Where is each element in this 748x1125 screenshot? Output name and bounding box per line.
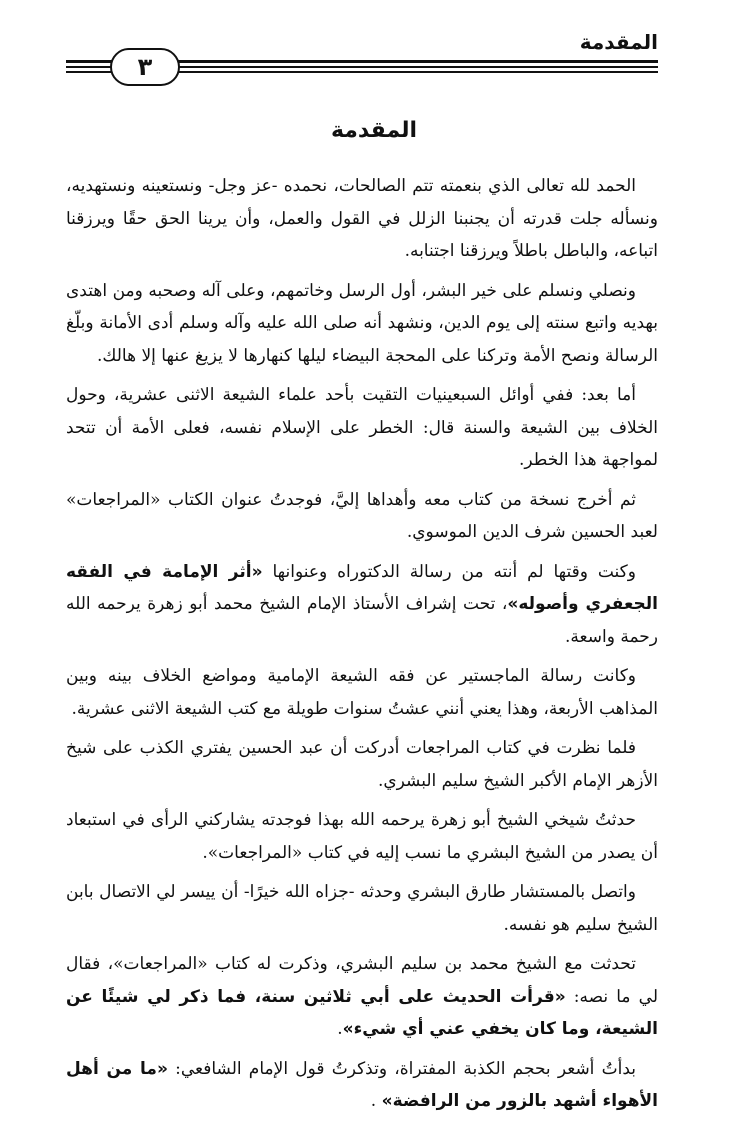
body-text — [66, 170, 658, 1125]
book-title: «أثر الإمامة في الفقه الجعفري وأصوله» — [66, 561, 659, 614]
paragraph-text: تحدثت مع الشيخ محمد بن سليم البشري، وذكرت له كتاب «المراجعات»، فقال لي ما نصه: — [66, 954, 658, 1007]
paragraph: واتصل بالمستشار طارق البشري وحدثه -جزاه الله خيرًا- أن ييسر لي الاتصال بابن الشيخ سليم هو نفسه. — [66, 882, 658, 935]
paragraph-text: وكنت وقتها لم أنته من رسالة الدكتوراه وعنوانها — [262, 561, 636, 582]
quote: «ما من أهل الأهواء أشهد بالزور من الرافضة» — [66, 1058, 658, 1111]
paragraph — [66, 556, 658, 654]
paragraph: أما بعد: ففي أوائل السبعينيات التقيت بأحد علماء الشيعة الاثنى عشرية، وحول الخلاف بين الشيعة والسنة قال: الخطر على الإسلام نفسه، فعلى الأمة أن تتحد لمواجهة هذا الخطر. — [66, 385, 658, 470]
quote: «قرأت الحديث على أبي ثلاثين سنة، فما ذكر لي شيئًا عن الشيعة، وما كان يخفي عني أي شيء» — [66, 986, 658, 1039]
running-header: المقدمة — [579, 30, 658, 54]
paragraph — [66, 1053, 658, 1118]
paragraph: حدثتُ شيخي الشيخ أبو زهرة يرحمه الله بهذا فوجدته يشاركني الرأى في استبعاد أن يصدر من الشيخ البشري ما نسب إليه في كتاب «المراجعات». — [66, 810, 658, 863]
paragraph-text: . — [370, 1091, 382, 1111]
paragraph: وكانت رسالة الماجستير عن فقه الشيعة الإمامية ومواضع الخلاف بينه وبين المذاهب الأربعة، وهذا يعني أنني عشتُ سنوات طويلة مع كتب الشيعة الاثنى عشرية. — [66, 666, 658, 719]
paragraph: فلما نظرت في كتاب المراجعات أدركت أن عبد الحسين يفتري الكذب على شيخ الأزهر الإمام الأكبر الشيخ سليم البشري. — [66, 738, 658, 791]
paragraph-text: بدأتُ أشعر بحجم الكذبة المفتراة، وتذكرتُ قول الإمام الشافعي: — [167, 1058, 636, 1079]
paragraph: ونصلي ونسلم على خير البشر، أول الرسل وخاتمهم، وعلى آله وصحبه ومن اهتدى بهديه واتبع سنته إلى يوم الدين، ونشهد أنه صلى الله عليه وآله وسلم أدى الأمانة وبلّغ الرسالة ونصح الأمة وتركنا على المحجة البيضاء ليلها كنهارها لا يزيغ عنها إلا هالك. — [66, 280, 658, 366]
page-title: المقدمة — [330, 118, 418, 143]
paragraph: الحمد لله تعالى الذي بنعمته تتم الصالحات، نحمده -عز وجل- ونستعينه ونستهديه، ونسأله جلت قدرته أن يجنبنا الزلل في القول والعمل، وأن يرينا الحق حقًا ويرزقنا اتباعه، والباطل باطلاً ويرزقنا اجتنابه. — [66, 176, 658, 261]
paragraph-text: ، تحت إشراف الأستاذ الإمام الشيخ محمد أبو زهرة يرحمه الله رحمة واسعة. — [66, 594, 658, 647]
paragraph — [66, 948, 658, 1046]
paragraph-text: . — [337, 1019, 343, 1039]
page-number: ٣ — [110, 48, 180, 86]
paragraph: ثم أخرج نسخة من كتاب معه وأهداها إليَّ، فوجدتُ عنوان الكتاب «المراجعات» لعبد الحسين شرف الدين الموسوي. — [66, 489, 658, 542]
